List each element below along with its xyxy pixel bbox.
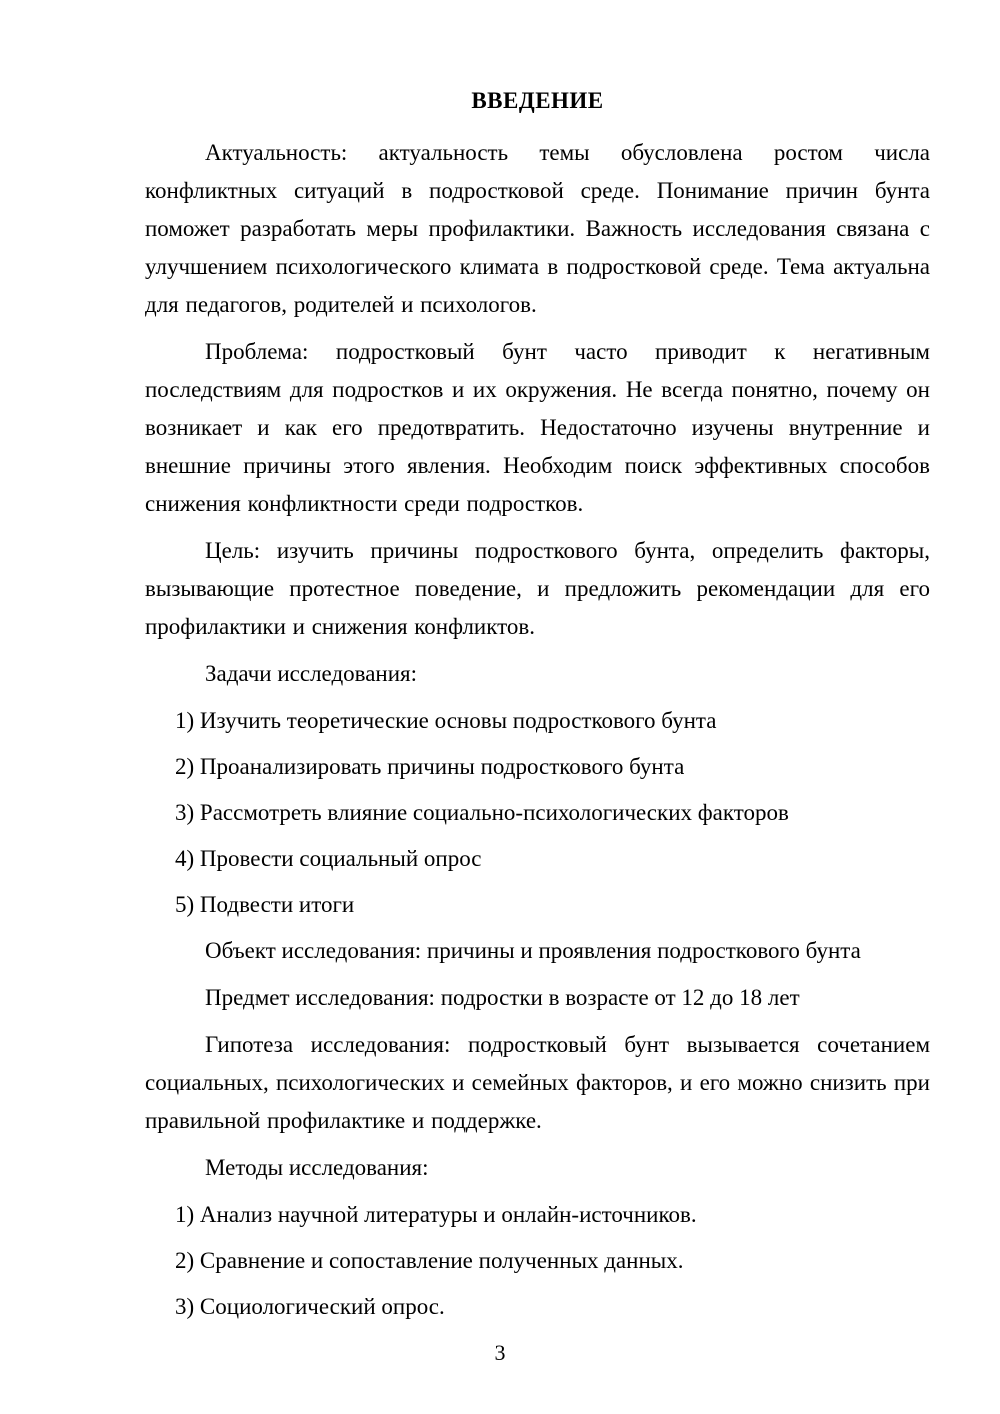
- method-item-3-marker: 3): [175, 1294, 195, 1319]
- method-item-3-text: Социологический опрос.: [199, 1294, 445, 1319]
- task-item-1-marker: 1): [175, 708, 195, 733]
- task-item-5-text: Подвести итоги: [199, 892, 355, 917]
- method-item-1: [145, 1196, 930, 1234]
- methods-heading: Методы исследования:: [205, 1155, 429, 1180]
- method-item-2-marker: 2): [175, 1248, 195, 1273]
- task-item-5: [145, 886, 930, 924]
- page-number: 3: [494, 1340, 506, 1365]
- method-list: [145, 1196, 930, 1326]
- task-item-3: [145, 794, 930, 832]
- page-title: ВВЕДЕНИЕ: [471, 88, 604, 113]
- task-item-5-marker: 5): [175, 892, 195, 917]
- task-item-3-text: Рассмотреть влияние социально-психологических факторов: [199, 800, 789, 825]
- method-item-3: [145, 1288, 930, 1326]
- task-item-4-marker: 4): [175, 846, 195, 871]
- paragraph-subject: Предмет исследования: подростки в возрасте от 12 до 18 лет: [205, 985, 800, 1010]
- task-item-2-text: Проанализировать причины подросткового бунта: [199, 754, 685, 779]
- task-list: [145, 702, 930, 924]
- paragraph-relevance: Актуальность: актуальность темы обусловлена ростом числа конфликтных ситуаций в подростковой среде. Понимание причин бунта поможет разработать меры профилактики. Важность исследования связана с улучшением психологического климата в подростковой среде. Тема актуальна для педагогов, родителей и психологов.: [145, 140, 930, 317]
- method-item-1-marker: 1): [175, 1202, 195, 1227]
- paragraph-goal: Цель: изучить причины подросткового бунта, определить факторы, вызывающие протестное поведение, и предложить рекомендации для его профилактики и снижения конфликтов.: [145, 538, 930, 639]
- method-item-2-text: Сравнение и сопоставление полученных данных.: [199, 1248, 684, 1273]
- paragraph-object: Объект исследования: причины и проявления подросткового бунта: [205, 938, 861, 963]
- method-item-2: [145, 1242, 930, 1280]
- task-item-1: [145, 702, 930, 740]
- tasks-heading: Задачи исследования:: [205, 661, 418, 686]
- task-item-2-marker: 2): [175, 754, 195, 779]
- task-item-4: [145, 840, 930, 878]
- task-item-2: [145, 748, 930, 786]
- paragraph-problem: Проблема: подростковый бунт часто приводит к негативным последствиям для подростков и их окружения. Не всегда понятно, почему он возникает и как его предотвратить. Недостаточно изучены внутренние и внешние причины этого явления. Необходим поиск эффективных способов снижения конфликтности среди подростков.: [145, 339, 930, 516]
- method-item-1-text: Анализ научной литературы и онлайн-источников.: [199, 1202, 697, 1227]
- task-item-3-marker: 3): [175, 800, 195, 825]
- task-item-4-text: Провести социальный опрос: [199, 846, 482, 871]
- task-item-1-text: Изучить теоретические основы подросткового бунта: [199, 708, 717, 733]
- paragraph-hypothesis: Гипотеза исследования: подростковый бунт вызывается сочетанием социальных, психологических и семейных факторов, и его можно снизить при правильной профилактике и поддержке.: [145, 1032, 930, 1133]
